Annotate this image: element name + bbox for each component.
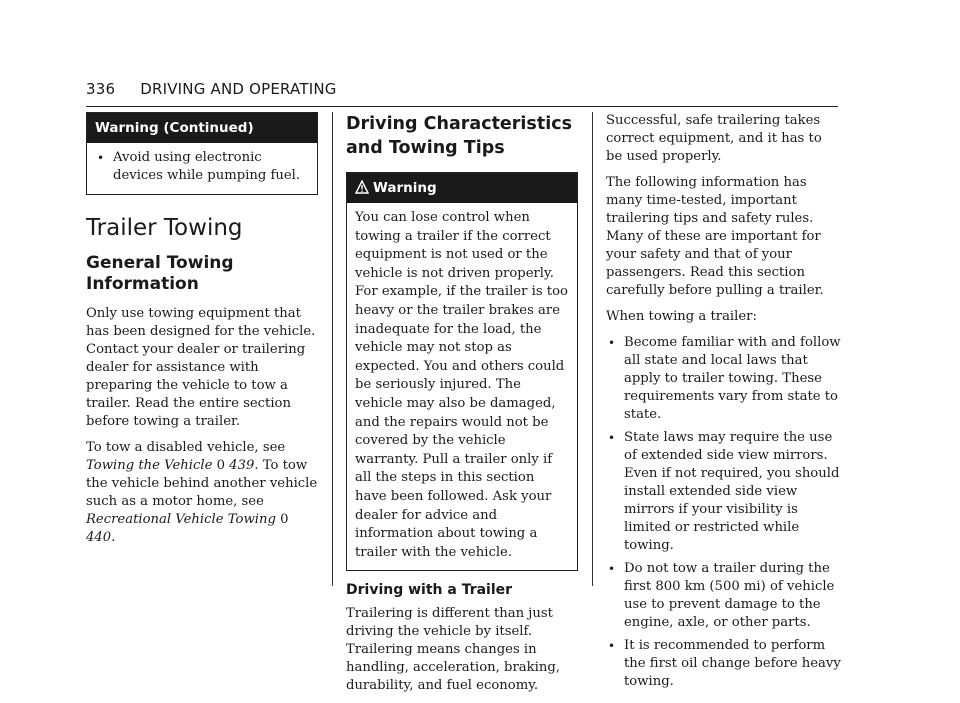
list-item: • Become familiar with and follow all state and local laws that apply to trailer towing. These requirements vary from state to state. <box>606 334 842 424</box>
column-2 <box>346 112 578 703</box>
paragraph: Successful, safe trailering takes correct equipment, and it has to be used properly. <box>606 113 822 164</box>
warning-continued-body <box>87 143 317 194</box>
section-heading-driving-characteristics: Driving Characteristics and Towing Tips <box>346 114 572 158</box>
link-towing-the-vehicle[interactable]: Towing the Vehicle <box>86 458 213 473</box>
column-1 <box>86 112 318 555</box>
paragraph: The following information has many time-tested, important trailering tips and safety rules. Many of these are important for your safety and that of your passengers. Read this section carefully before pulling a trailer. <box>606 175 824 298</box>
page-number: 336 <box>86 80 116 98</box>
column-divider-1 <box>332 112 333 586</box>
subheading-general-towing: General Towing Information <box>86 253 234 294</box>
paragraph: Only use towing equipment that has been designed for the vehicle. Contact your dealer or trailering dealer for assistance with preparing the vehicle to tow a trailer. Read the entire section before towing a trailer. <box>86 306 316 429</box>
page-ref-number[interactable]: 439 <box>229 458 255 473</box>
paragraph: When towing a trailer: <box>606 309 757 324</box>
warning-continued-title: Warning (Continued) <box>87 113 317 143</box>
towing-tips-list <box>606 334 842 691</box>
link-recreational-vehicle-towing[interactable]: Recreational Vehicle Towing <box>86 512 276 527</box>
column-divider-2 <box>592 112 593 586</box>
section-heading-trailer-towing: Trailer Towing <box>86 215 243 241</box>
page-ref-number[interactable]: 440 <box>86 530 112 545</box>
warning-triangle-icon <box>355 180 369 199</box>
paragraph: Trailering is different than just driving the vehicle by itself. Trailering means changes in handling, acceleration, braking, durability, and fuel economy. <box>346 606 560 694</box>
section-title: DRIVING AND OPERATING <box>140 80 337 98</box>
warning-body: You can lose control when towing a trailer if the correct equipment is not used or the vehicle is not driven properly. For example, if the trailer is too heavy or the trailer brakes are inadequate for the load, the vehicle may not stop as expected. You and others could be seriously injured. The vehicle may also be damaged, and the repairs would not be covered by the vehicle warranty. Pull a trailer only if all the steps in this section have been followed. Ask your dealer for advice and information about towing a trailer with the vehicle. <box>355 210 568 560</box>
list-item: • State laws may require the use of extended side view mirrors. Even if not required, you should install extended side view mirrors if your visibility is limited or restricted while towing. <box>606 429 842 555</box>
warning-continued-box <box>86 112 318 195</box>
warning-box <box>346 172 578 571</box>
list-item: • Do not tow a trailer during the first 800 km (500 mi) of vehicle use to prevent damage to the engine, axle, or other parts. <box>606 560 842 632</box>
paragraph-cross-reference: To tow a disabled vehicle, see Towing the Vehicle 0 439. To tow the vehicle behind another vehicle such as a motor home, see Recreational Vehicle Towing 0 440. <box>86 440 318 545</box>
warning-continued-list <box>95 149 309 185</box>
list-item: • Avoid using electronic devices while pumping fuel. <box>95 149 309 185</box>
warning-title: Warning <box>347 173 577 203</box>
subheading-driving-with-trailer: Driving with a Trailer <box>346 582 513 599</box>
page-header <box>86 80 838 107</box>
column-3 <box>606 112 842 696</box>
page-ref-icon: 0 <box>216 458 225 473</box>
page-ref-icon: 0 <box>280 512 289 527</box>
list-item: • It is recommended to perform the first oil change before heavy towing. <box>606 637 842 691</box>
